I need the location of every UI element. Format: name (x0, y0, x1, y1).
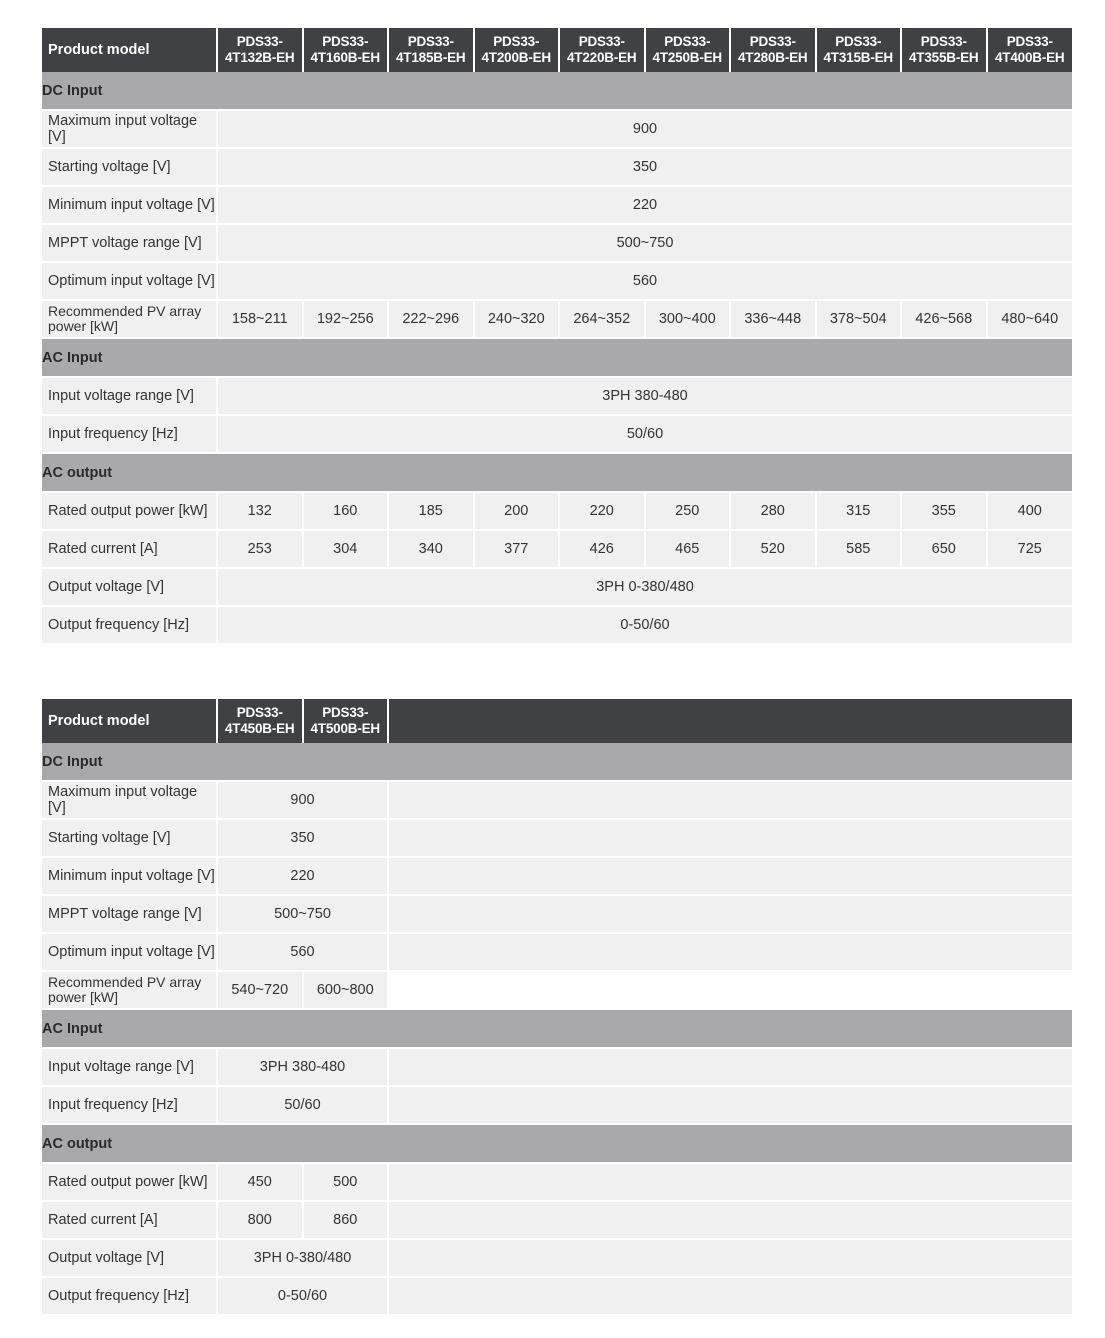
table-row (42, 1277, 1072, 1315)
cell-value: 600~800 (303, 971, 389, 1009)
table-row (42, 415, 1072, 453)
model-name: PDS33- 4T280B-EH (730, 28, 816, 72)
table-row (42, 186, 1072, 224)
model-name: PDS33- 4T315B-EH (816, 28, 902, 72)
table-row (42, 971, 1072, 1009)
cell-value: 480~640 (987, 300, 1073, 338)
row-label: Input voltage range [V] (42, 377, 217, 415)
table-row (42, 300, 1072, 338)
cell-value: 426~568 (901, 300, 987, 338)
cell-value: 200 (474, 492, 560, 530)
cell-value: 304 (303, 530, 389, 568)
table-row (42, 148, 1072, 186)
cell-value: 336~448 (730, 300, 816, 338)
row-label: Optimum input voltage [V] (42, 933, 217, 971)
row-label: Output voltage [V] (42, 1239, 217, 1277)
row-label: Input frequency [Hz] (42, 415, 217, 453)
cell-value: 132 (217, 492, 303, 530)
row-value: 350 (217, 819, 388, 857)
row-filler (388, 857, 1072, 895)
row-label: Rated output power [kW] (42, 492, 217, 530)
table-row (42, 1239, 1072, 1277)
table-row (42, 895, 1072, 933)
row-label: Maximum input voltage [V] (42, 110, 217, 148)
row-value: 3PH 380-480 (217, 377, 1072, 415)
row-label: Optimum input voltage [V] (42, 262, 217, 300)
cell-value: 240~320 (474, 300, 560, 338)
cell-value: 725 (987, 530, 1073, 568)
row-label: Output frequency [Hz] (42, 606, 217, 644)
cell-value: 185 (388, 492, 474, 530)
cell-value: 450 (217, 1163, 303, 1201)
table-row (42, 1163, 1072, 1201)
cell-value: 378~504 (816, 300, 902, 338)
table-row (42, 530, 1072, 568)
row-filler (388, 971, 1072, 1009)
cell-value: 500 (303, 1163, 389, 1201)
row-value: 0-50/60 (217, 606, 1072, 644)
row-value: 560 (217, 262, 1072, 300)
section-dc-input: DC Input (42, 72, 1072, 110)
cell-value: 264~352 (559, 300, 645, 338)
row-label: Input frequency [Hz] (42, 1086, 217, 1124)
cell-value: 340 (388, 530, 474, 568)
row-filler (388, 1086, 1072, 1124)
row-label: Minimum input voltage [V] (42, 186, 217, 224)
row-value: 220 (217, 186, 1072, 224)
header-filler (388, 699, 1072, 743)
cell-value: 377 (474, 530, 560, 568)
row-value: 50/60 (217, 1086, 388, 1124)
model-name: PDS33- 4T450B-EH (217, 699, 303, 743)
cell-value: 158~211 (217, 300, 303, 338)
table-row (42, 492, 1072, 530)
table-row (42, 262, 1072, 300)
model-name: PDS33- 4T220B-EH (559, 28, 645, 72)
row-filler (388, 781, 1072, 819)
row-filler (388, 1201, 1072, 1239)
row-value: 500~750 (217, 224, 1072, 262)
row-label: Output frequency [Hz] (42, 1277, 217, 1315)
table-row (42, 377, 1072, 415)
table-row (42, 819, 1072, 857)
cell-value: 192~256 (303, 300, 389, 338)
model-name: PDS33- 4T500B-EH (303, 699, 389, 743)
row-value: 3PH 380-480 (217, 1048, 388, 1086)
header-row (42, 28, 1072, 72)
row-label: Recommended PV array power [kW] (42, 300, 217, 338)
header-row (42, 699, 1072, 743)
spec-table-1 (42, 28, 1072, 645)
cell-value: 250 (645, 492, 731, 530)
row-filler (388, 933, 1072, 971)
model-name: PDS33- 4T132B-EH (217, 28, 303, 72)
row-value: 560 (217, 933, 388, 971)
cell-value: 222~296 (388, 300, 474, 338)
cell-value: 300~400 (645, 300, 731, 338)
row-value: 220 (217, 857, 388, 895)
model-name: PDS33- 4T160B-EH (303, 28, 389, 72)
row-filler (388, 1048, 1072, 1086)
row-label: Recommended PV array power [kW] (42, 971, 217, 1009)
row-label: Rated current [A] (42, 1201, 217, 1239)
model-name: PDS33- 4T250B-EH (645, 28, 731, 72)
cell-value: 315 (816, 492, 902, 530)
product-model-label: Product model (42, 699, 217, 743)
product-model-label: Product model (42, 28, 217, 72)
table-row (42, 1201, 1072, 1239)
section-ac-output: AC output (42, 1124, 1072, 1163)
row-value: 900 (217, 110, 1072, 148)
row-label: Rated current [A] (42, 530, 217, 568)
row-label: Rated output power [kW] (42, 1163, 217, 1201)
row-label: MPPT voltage range [V] (42, 895, 217, 933)
row-filler (388, 1277, 1072, 1315)
table-row (42, 606, 1072, 644)
section-dc-input: DC Input (42, 743, 1072, 781)
section-ac-output: AC output (42, 453, 1072, 492)
table-row (42, 933, 1072, 971)
row-label: Starting voltage [V] (42, 819, 217, 857)
section-ac-input: AC Input (42, 338, 1072, 377)
row-label: Starting voltage [V] (42, 148, 217, 186)
row-filler (388, 1163, 1072, 1201)
table-row (42, 110, 1072, 148)
cell-value: 800 (217, 1201, 303, 1239)
cell-value: 520 (730, 530, 816, 568)
cell-value: 355 (901, 492, 987, 530)
model-name: PDS33- 4T185B-EH (388, 28, 474, 72)
cell-value: 220 (559, 492, 645, 530)
spec-table-2 (42, 699, 1072, 1316)
table-row (42, 857, 1072, 895)
table-row (42, 568, 1072, 606)
cell-value: 860 (303, 1201, 389, 1239)
section-ac-input: AC Input (42, 1009, 1072, 1048)
row-value: 900 (217, 781, 388, 819)
row-filler (388, 819, 1072, 857)
row-value: 0-50/60 (217, 1277, 388, 1315)
table-row (42, 781, 1072, 819)
cell-value: 160 (303, 492, 389, 530)
model-name: PDS33- 4T355B-EH (901, 28, 987, 72)
table-row (42, 1048, 1072, 1086)
row-value: 350 (217, 148, 1072, 186)
model-name: PDS33- 4T200B-EH (474, 28, 560, 72)
row-value: 500~750 (217, 895, 388, 933)
row-value: 50/60 (217, 415, 1072, 453)
row-filler (388, 895, 1072, 933)
row-label: Input voltage range [V] (42, 1048, 217, 1086)
cell-value: 280 (730, 492, 816, 530)
row-label: Maximum input voltage [V] (42, 781, 217, 819)
row-label: Minimum input voltage [V] (42, 857, 217, 895)
row-filler (388, 1239, 1072, 1277)
cell-value: 540~720 (217, 971, 303, 1009)
row-label: Output voltage [V] (42, 568, 217, 606)
cell-value: 253 (217, 530, 303, 568)
cell-value: 585 (816, 530, 902, 568)
cell-value: 426 (559, 530, 645, 568)
cell-value: 465 (645, 530, 731, 568)
row-label: MPPT voltage range [V] (42, 224, 217, 262)
cell-value: 400 (987, 492, 1073, 530)
table-row (42, 224, 1072, 262)
table-row (42, 1086, 1072, 1124)
row-value: 3PH 0-380/480 (217, 568, 1072, 606)
cell-value: 650 (901, 530, 987, 568)
model-name: PDS33- 4T400B-EH (987, 28, 1073, 72)
row-value: 3PH 0-380/480 (217, 1239, 388, 1277)
